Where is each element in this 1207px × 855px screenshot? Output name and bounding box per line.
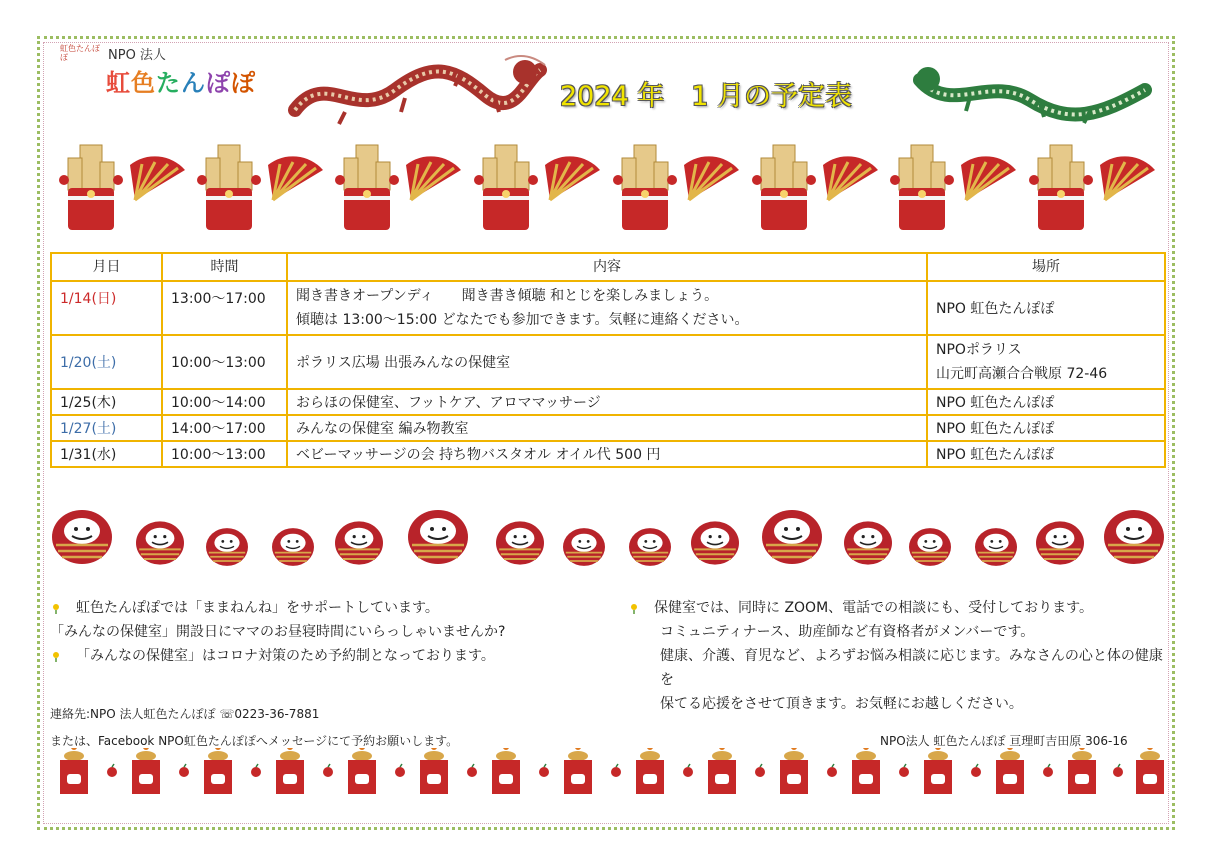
row-time: 13:00～17:00 [162, 281, 287, 335]
table-header-row [51, 253, 1165, 281]
table-row [51, 415, 1165, 441]
row-place [927, 415, 1165, 441]
brand-char: た [156, 69, 181, 97]
place-line: NPO 虹色たんぽぽ [936, 421, 1055, 437]
table-row [51, 389, 1165, 415]
content-line: みんなの保健室 編み物教室 [296, 421, 469, 437]
place-line: 山元町高瀬合合戦原 72-46 [936, 366, 1108, 382]
row-time: 14:00～17:00 [162, 415, 287, 441]
info-line: 保てる応援をさせて頂きます。お気軽にお越しください。 [660, 696, 1023, 712]
facebook-info: または、Facebook NPO虹色たんぽぽへメッセージにて予約お願いします。 [50, 734, 459, 748]
folding-fan-icon [684, 156, 739, 200]
dragon-red-icon [285, 50, 550, 130]
row-content [287, 335, 927, 389]
daruma-row [50, 505, 1166, 570]
page-title: 2024 年 1 月の予定表 [560, 81, 853, 112]
info-line: 「みんなの保健室」はコロナ対策のため予約制となっております。 [50, 644, 610, 668]
logo-small: 虹色たんぽぽ [60, 44, 100, 62]
brand-char: ぽ [231, 69, 256, 97]
contact-info: 連絡先:NPO 法人虹色たんぽぽ ☏0223-36-7881 [50, 707, 320, 721]
row-date: 1/20(土) [51, 335, 162, 389]
content-line: ベビーマッサージの会 持ち物バスタオル オイル代 500 円 [296, 447, 661, 463]
kagami-mochi-row [50, 748, 1166, 798]
address-info: NPO法人 虹色たんぽぽ 亘理町吉田原 306-16 [880, 734, 1128, 748]
header-place: 場所 [927, 253, 1165, 281]
header-time: 時間 [162, 253, 287, 281]
row-place [927, 389, 1165, 415]
info-right [628, 596, 1168, 716]
table-row [51, 441, 1165, 467]
row-time: 10:00～13:00 [162, 441, 287, 467]
brand-char: ぽ [206, 69, 231, 97]
content-line: ポラリス広場 出張みんなの保健室 [296, 355, 511, 371]
brand-name [106, 63, 256, 98]
place-line: NPOポラリス [936, 342, 1022, 358]
brand-char: 虹 [106, 69, 131, 97]
folding-fan-icon [545, 156, 600, 200]
table-row [51, 281, 1165, 335]
brand-char: 色 [131, 69, 156, 97]
row-time: 10:00～13:00 [162, 335, 287, 389]
row-date: 1/27(土) [51, 415, 162, 441]
schedule-table [50, 252, 1166, 468]
brand-char: ん [181, 69, 206, 97]
dandelion-flower-icon [628, 602, 640, 614]
row-place [927, 441, 1165, 467]
header-content: 内容 [287, 253, 927, 281]
folding-fan-icon [268, 156, 323, 200]
row-content [287, 415, 927, 441]
kadomatsu-fan-row [50, 140, 1166, 235]
info-line: 虹色たんぽぽでは「ままねんね」をサポートしています。 [50, 596, 610, 620]
row-date: 1/25(木) [51, 389, 162, 415]
row-content [287, 389, 927, 415]
folding-fan-icon [406, 156, 461, 200]
row-place [927, 281, 1165, 335]
folding-fan-icon [130, 156, 185, 200]
content-line: 傾聴は 13:00～15:00 どなたでも参加できます。気軽に連絡ください。 [296, 312, 749, 328]
info-line: コミュニティナース、助産師など有資格者がメンバーです。 [660, 624, 1035, 640]
kadomatsu-icon [59, 145, 123, 230]
place-line: NPO 虹色たんぽぽ [936, 447, 1055, 463]
info-left [50, 596, 610, 668]
content-line: おらほの保健室、フットケア、アロママッサージ [296, 395, 601, 411]
row-content [287, 281, 927, 335]
info-line: 健康、介護、育児など、よろずお悩み相談に応じます。みなさんの心と体の健康を [660, 648, 1163, 688]
header-date: 月日 [51, 253, 162, 281]
content-line: 聞き書きオープンディ 聞き書き傾聴 和とじを楽しみましょう。 [296, 288, 719, 304]
dandelion-flower-icon [50, 650, 62, 662]
folding-fan-icon [823, 156, 878, 200]
row-time: 10:00～14:00 [162, 389, 287, 415]
row-date: 1/14(日) [51, 281, 162, 335]
dragon-green-icon [900, 55, 1160, 130]
info-line: 「みんなの保健室」開設日にママのお昼寝時間にいらっしゃいませんか? [50, 624, 506, 640]
dandelion-flower-icon [50, 602, 62, 614]
place-line: NPO 虹色たんぽぽ [936, 301, 1055, 317]
folding-fan-icon [1100, 156, 1155, 200]
place-line: NPO 虹色たんぽぽ [936, 395, 1055, 411]
table-row [51, 335, 1165, 389]
info-line: 保健室では、同時に ZOOM、電話での相談にも、受付しております。 [628, 596, 1168, 620]
row-place [927, 335, 1165, 389]
npo-label: NPO 法人 [108, 48, 166, 63]
row-content [287, 441, 927, 467]
folding-fan-icon [961, 156, 1016, 200]
row-date: 1/31(水) [51, 441, 162, 467]
